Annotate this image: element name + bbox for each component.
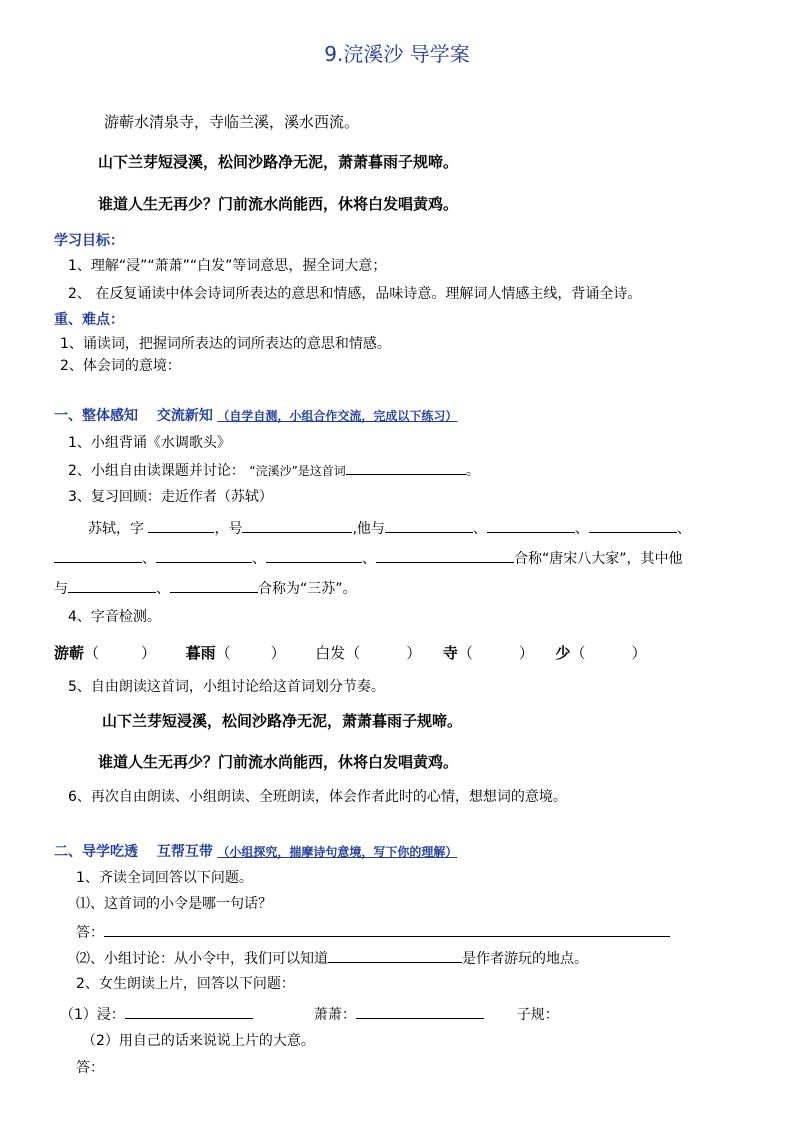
s2-q1-2-text: ⑵、小组讨论：从小令中，我们可以知道 xyxy=(76,951,328,967)
s2-q1-2 xyxy=(76,948,588,969)
poem-line-1: 山下兰芽短浸溪，松间沙路净无泥，萧萧暮雨子规啼。 xyxy=(98,153,459,171)
s2-answer-1 xyxy=(76,922,670,943)
paren-close: ） xyxy=(270,644,286,662)
pron-row xyxy=(54,643,646,663)
blank[interactable] xyxy=(487,518,575,533)
poem-preface: 游蕲水清泉寺，寺临兰溪，溪水西流。 xyxy=(104,113,360,131)
pron-word-2: 暮雨 xyxy=(185,644,216,662)
keypoint-item-2: 2、体会词的意境： xyxy=(60,358,181,374)
section1-note: （自学自测，小组合作交流，完成以下练习） xyxy=(217,409,458,423)
poem-line-2: 谁道人生无再少？门前流水尚能西，休将白发唱黄鸡。 xyxy=(98,195,459,213)
blank[interactable] xyxy=(156,548,252,563)
s1-q2-quote: “浣溪沙”是这首词 xyxy=(249,464,346,478)
goal-item-2: 2、 在反复诵读中体会诗词所表达的意思和情感，品味诗意。理解词人情感主线，背诵全诗。 xyxy=(68,286,642,302)
goal-item-1: 1、理解“浸”“萧萧”“白发”等词意思，握全词大意； xyxy=(68,258,387,274)
label-zigui: 子规： xyxy=(516,1007,559,1023)
s2-answer-2: 答： xyxy=(76,1060,104,1076)
s2-q1: 1、齐读全词回答以下问题。 xyxy=(76,870,253,886)
paren-open: （ xyxy=(457,644,473,662)
s2-q1-2-end: 是作者游玩的地点。 xyxy=(462,951,588,967)
pron-word-5: 少 xyxy=(555,644,571,662)
paren-open: （ xyxy=(570,644,586,662)
section2-heading: 二、导学吃透 xyxy=(54,844,138,860)
su-label-hao: ，号 xyxy=(214,521,243,537)
pron-word-4: 寺 xyxy=(442,644,458,662)
s1-q5: 5、自由朗读这首词，小组讨论给这首词划分节奏。 xyxy=(68,679,385,695)
sep: 、 xyxy=(472,521,487,537)
blank[interactable] xyxy=(356,1004,484,1019)
sep: 、 xyxy=(574,521,589,537)
section1-subheading: 交流新知 xyxy=(156,408,213,424)
su-text-yu: 与 xyxy=(54,581,68,597)
poem-repeat-line-1: 山下兰芽短浸溪，松间沙路净无泥，萧萧暮雨子规啼。 xyxy=(102,712,463,730)
label-jin: （1）浸： xyxy=(60,1007,125,1023)
su-shi-line-3 xyxy=(54,578,357,599)
label-xiaoxiao: 萧萧： xyxy=(313,1007,356,1023)
blank[interactable] xyxy=(589,518,677,533)
paren-open: （ xyxy=(215,644,231,662)
page-title: 9.浣溪沙 导学案 xyxy=(324,42,470,66)
s1-q2-end: 。 xyxy=(465,463,480,479)
s1-q4: 4、字音检测。 xyxy=(68,609,161,625)
section2-subheading: 互帮互带 xyxy=(156,844,213,860)
blank[interactable] xyxy=(346,460,466,475)
su-text-bajia: 合称“唐宋八大家”，其中他 xyxy=(514,551,683,567)
su-text-sansu: 合称为“三苏”。 xyxy=(258,581,357,597)
s1-q2 xyxy=(68,460,480,481)
s2-q1-1: ⑴、这首词的小令是哪一句话？ xyxy=(76,896,272,912)
answer-label: 答： xyxy=(76,925,104,941)
s1-q3: 3、复习回顾：走近作者（苏轼） xyxy=(68,489,273,505)
s1-q2-text: 2、小组自由读课题并讨论： xyxy=(68,463,245,479)
sep: 、 xyxy=(676,521,691,537)
section2-note: （小组探究，揣摩诗句意境，写下你的理解） xyxy=(217,845,458,859)
s2-q2-1 xyxy=(60,1004,559,1025)
blank[interactable] xyxy=(376,548,514,563)
blank[interactable] xyxy=(148,518,214,533)
su-label-zi: 苏轼，字 xyxy=(88,521,144,537)
blank[interactable] xyxy=(68,578,156,593)
paren-close: ） xyxy=(406,644,422,662)
paren-close: ） xyxy=(141,644,157,662)
blank[interactable] xyxy=(242,518,352,533)
pron-word-1: 游蕲 xyxy=(54,644,85,662)
answer-blank[interactable] xyxy=(104,922,670,937)
section1-heading: 一、整体感知 xyxy=(54,408,138,424)
section2-heading-row xyxy=(54,842,457,862)
goals-heading: 学习目标： xyxy=(54,233,124,249)
s1-q1: 1、小组背诵《水调歌头》 xyxy=(68,435,231,451)
sep: 、 xyxy=(362,551,376,567)
keypoint-item-1: 1、诵读词，把握词所表达的词所表达的意思和情感。 xyxy=(60,336,391,352)
sep: 、 xyxy=(252,551,266,567)
pron-word-3: 白发 xyxy=(315,644,346,662)
paren-open: （ xyxy=(345,644,361,662)
blank[interactable] xyxy=(266,548,362,563)
sep: 、 xyxy=(156,581,170,597)
blank[interactable] xyxy=(125,1004,253,1019)
su-shi-line-1 xyxy=(88,518,691,539)
s2-q2: 2、女生朗读上片，回答以下问题： xyxy=(76,976,295,992)
paren-close: ） xyxy=(631,644,647,662)
keypoints-heading: 重、难点： xyxy=(54,312,124,328)
blank[interactable] xyxy=(54,548,142,563)
blank[interactable] xyxy=(385,518,473,533)
blank[interactable] xyxy=(170,578,258,593)
blank[interactable] xyxy=(328,948,462,963)
sep: 、 xyxy=(142,551,156,567)
paren-open: （ xyxy=(84,644,100,662)
s1-q6: 6、再次自由朗读、小组朗读、全班朗读，体会作者此时的心情，想想词的意境。 xyxy=(68,789,567,805)
poem-repeat-line-2: 谁道人生无再少？门前流水尚能西，休将白发唱黄鸡。 xyxy=(98,753,459,771)
paren-close: ） xyxy=(518,644,534,662)
su-shi-line-2 xyxy=(54,548,683,569)
section1-heading-row xyxy=(54,406,457,426)
s2-q2-2: （2）用自己的话来说说上片的大意。 xyxy=(82,1033,315,1049)
su-label-ta: ,他与 xyxy=(352,521,385,537)
